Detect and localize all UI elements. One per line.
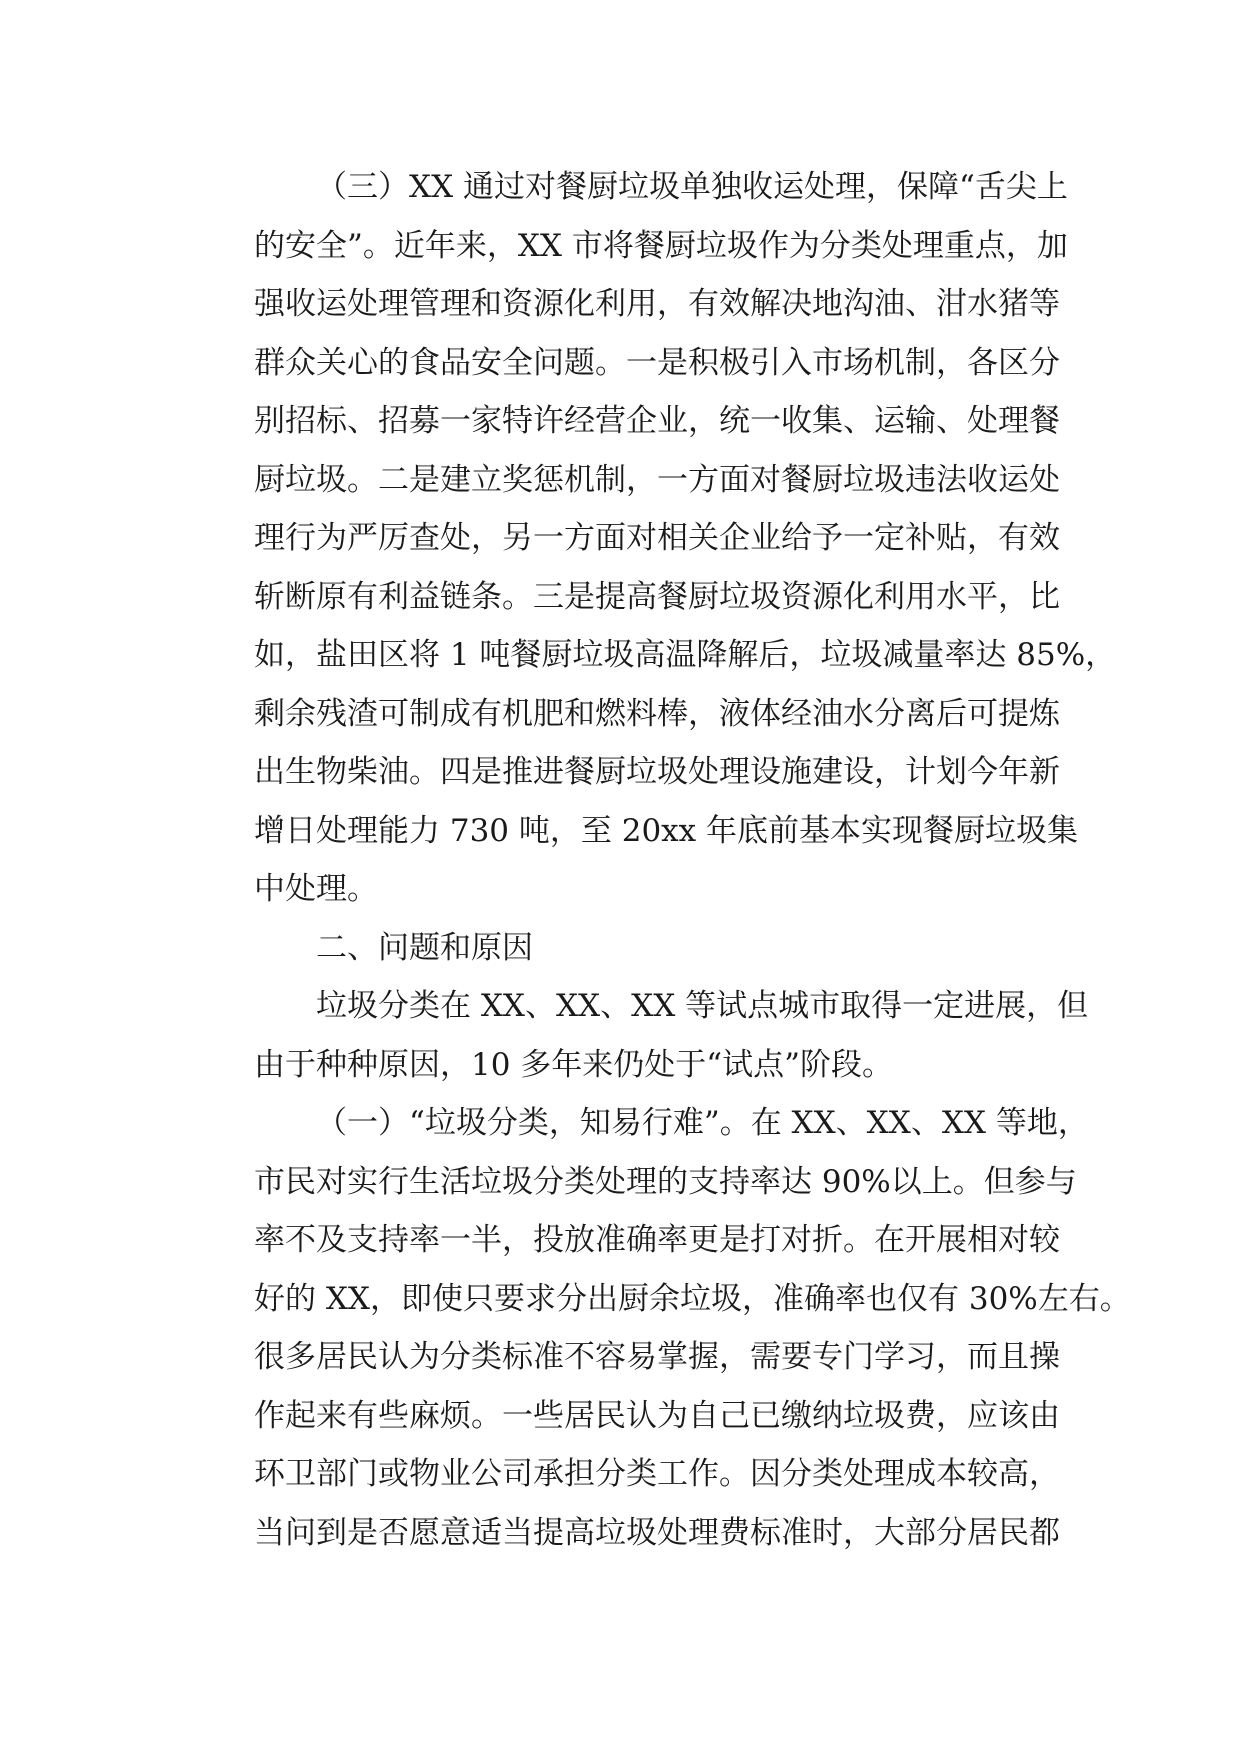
text-line: 当问到是否愿意适当提高垃圾处理费标准时，大部分居民都 [254, 1514, 1060, 1551]
text-line: 理行为严厉查处，另一方面对相关企业给予一定补贴，有效 [254, 520, 1060, 556]
text-line: 很多居民认为分类标准不容易掌握，需要专门学习，而且操 [254, 1339, 1060, 1375]
text-line: 率不及支持率一半，投放准确率更是打对折。在开展相对较 [254, 1222, 1060, 1258]
text-line: 垃圾分类在 XX、XX、XX 等试点城市取得一定进展，但 [316, 988, 1089, 1024]
text-line: 作起来有些麻烦。一些居民认为自己已缴纳垃圾费，应该由 [254, 1397, 1060, 1434]
paragraph-p3 [192, 977, 1089, 1094]
body-text [192, 158, 1131, 1562]
text-line: 环卫部门或物业公司承担分类工作。因分类处理成本较高， [254, 1456, 1060, 1492]
text-line: 增日处理能力 730 吨，至 20xx 年底前基本实现餐厨垃圾集 [254, 812, 1078, 849]
text-line: 好的 XX，即使只要求分出厨余垃圾，准确率也仅有 30%左右。 [254, 1280, 1131, 1317]
text-line: 市民对实行生活垃圾分类处理的支持率达 90%以上。但参与 [254, 1163, 1077, 1200]
text-line: 剩余残渣可制成有机肥和燃料棒，液体经油水分离后可提炼 [254, 695, 1060, 732]
text-line: 的安全”。近年来，XX 市将餐厨垃圾作为分类处理重点，加 [254, 227, 1068, 264]
paragraph-p4 [192, 1094, 1131, 1562]
text-line: 如，盐田区将 1 吨餐厨垃圾高温降解后，垃圾减量率达 85%， [254, 637, 1117, 673]
text-line: （一）“垃圾分类，知易行难”。在 XX、XX、XX 等地， [316, 1105, 1089, 1141]
text-line: 二、问题和原因 [316, 929, 533, 966]
text-line: 群众关心的食品安全问题。一是积极引入市场机制，各区分 [254, 344, 1060, 381]
paragraph-p2 [192, 919, 1058, 978]
paragraph-p1 [192, 158, 1117, 919]
text-line: 别招标、招募一家特许经营企业，统一收集、运输、处理餐 [254, 403, 1060, 439]
text-line: 出生物柴油。四是推进餐厨垃圾处理设施建设，计划今年新 [254, 754, 1060, 790]
text-line: （三）XX 通过对餐厨垃圾单独收运处理，保障“舌尖上 [316, 169, 1068, 205]
text-line: 斩断原有利益链条。三是提高餐厨垃圾资源化利用水平，比 [254, 578, 1060, 615]
text-line: 强收运处理管理和资源化利用，有效解决地沟油、泔水猪等 [254, 286, 1060, 322]
text-line: 由于种种原因，10 多年来仍处于“试点”阶段。 [254, 1046, 893, 1083]
text-line: 厨垃圾。二是建立奖惩机制，一方面对餐厨垃圾违法收运处 [254, 461, 1060, 498]
text-line: 中处理。 [254, 871, 378, 907]
